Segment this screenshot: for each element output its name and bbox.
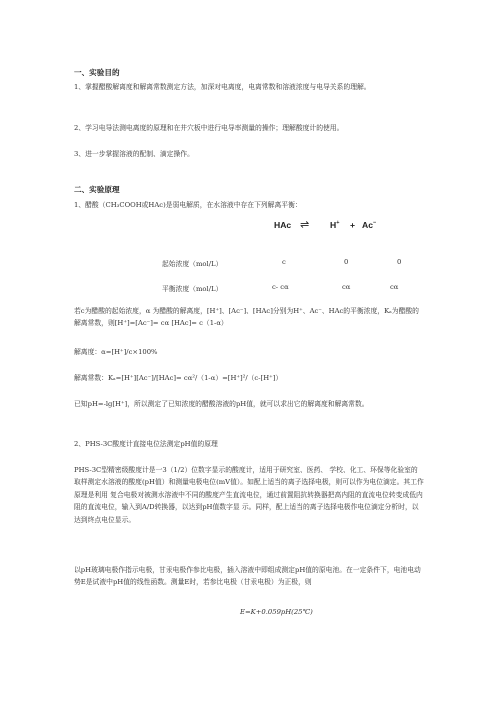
- initial-h: 0: [344, 258, 349, 266]
- product-ac: Ac−: [362, 220, 377, 230]
- equilibrium-h: cα: [342, 283, 351, 291]
- section-1-title: 一、实验目的: [74, 68, 120, 77]
- product-h: H+: [330, 220, 340, 230]
- nernst-formula: E=K+0.059pH(25℃): [240, 608, 313, 616]
- plus-sign: +: [350, 220, 356, 230]
- equilibrium-arrow: ⇌: [300, 219, 310, 231]
- subsection-2-body: PHS-3C型精密级酸度计是一3（1/2）位数字显示的酸度计，适用于研究室、医药、 学校、化工、环保等化验室的取样测定水溶液的酸度(pH值）和测量电极电位(mV值）。如配上适当的离子选择电极，则可以作为电位滴定。其工作原理是利用 复合电极对被测水溶液中不同的酸度产生直流电位，通过前置阻抗转换器把高内阻的直流电位转变成低内阻的直流电位，输入到A/D转换器，以达到pH值数字显 示。同样，配上适当的离子选择电极作电位滴定分析时，以达到终点电位显示。: [74, 466, 424, 524]
- reactant-hac: HAc: [274, 220, 292, 230]
- subsection-2-body-2: 以pH玻璃电极作指示电极，甘汞电极作参比电极，插入溶液中即组成测定pH值的原电池。在一定条件下，电池电动势E是试液中pH值的线性函数。测量E时，若参比电极（甘汞电极）为正极，则: [74, 566, 421, 587]
- objective-3: 3、进一步掌握溶液的配制、滴定操作。: [74, 150, 194, 158]
- dissociation-equation: [274, 220, 394, 234]
- definition-text: 若c为醋酸的起始浓度，α 为醋酸的解离度，[H⁺]、[Ac⁻]、[HAc]分别为H⁺、Ac⁻、HAc的平衡浓度，Kₐ为醋酸的解离常数，则[H⁺]=[Ac⁻]= cα [HAc]= c（1-α）: [74, 307, 419, 328]
- equilibrium-hac: c- cα: [272, 283, 289, 291]
- initial-c: c: [282, 258, 286, 266]
- equilibrium-concentration-label: 平衡浓度（mol/L）: [162, 285, 223, 293]
- initial-ac: 0: [397, 258, 402, 266]
- ph-note: 已知pH=-lg[H⁺]，所以测定了已知浓度的醋酸溶液的pH值，就可以求出它的解离度和解离常数。: [74, 400, 369, 408]
- dissociation-constant: 解离常数：Kₐ=[H⁺][Ac⁻]/[HAc]= cα²/（1-α）=[H⁺]²/（c-[H⁺]）: [74, 374, 283, 382]
- subsection-2-title: 2、PHS-3C酸度计直接电位法测定pH值的原理: [74, 440, 218, 448]
- section-2-title: 二、实验原理: [74, 185, 120, 194]
- initial-concentration-label: 起始浓度（mol/L）: [162, 260, 223, 268]
- objective-1: 1、掌握醋酸解离度和解离常数测定方法，加深对电离度，电离常数和溶液浓度与电导关系的理解。: [74, 83, 371, 91]
- objective-2: 2、学习电导法测电离度的原理和在井穴板中进行电导率测量的操作；理解酸度计的使用。: [74, 124, 344, 132]
- principle-intro: 1、醋酸（CH₃COOH或HAc)是弱电解质，在水溶液中存在下列解离平衡：: [74, 201, 302, 209]
- dissociation-degree: 解离度：α=[H⁺]/c×100%: [74, 348, 158, 356]
- equilibrium-ac: cα: [390, 283, 399, 291]
